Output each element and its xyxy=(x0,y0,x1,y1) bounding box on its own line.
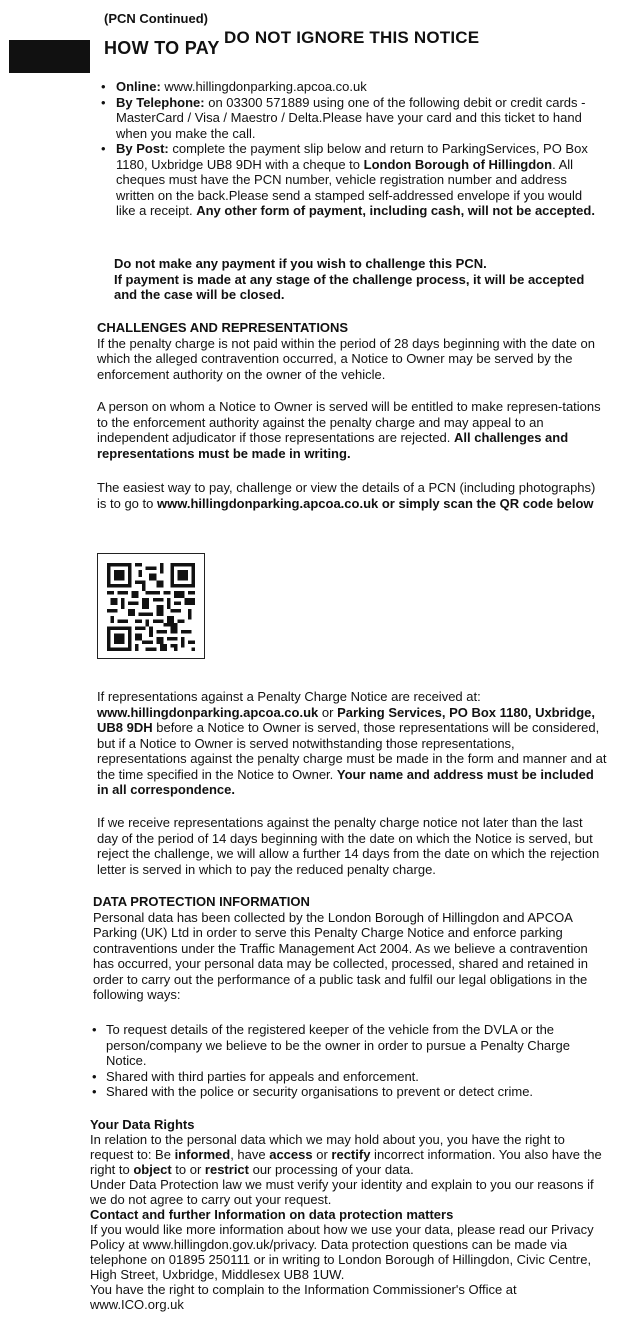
pcn-continued-label: (PCN Continued) xyxy=(104,11,208,26)
how-to-pay-heading: HOW TO PAY xyxy=(104,38,220,58)
data-protection-section xyxy=(93,894,608,1003)
do-not-ignore-heading: DO NOT IGNORE THIS NOTICE xyxy=(224,28,480,47)
representations-para-2: If we receive representations against the penalty charge notice not later than the last day of the period of 14 days beginning with the date on which the Notice is served, but reject the challenge, we will allow a further 14 days from the date on which the rejection letter is served in which to pay the reduced penalty charge. xyxy=(97,815,600,877)
ico-text: You have the right to complain to the Information Commissioner's Office at www.ICO.org.uk xyxy=(90,1282,517,1312)
redaction-block xyxy=(9,40,90,73)
payment-telephone: • By Telephone: on 03300 571889 using one of the following debit or credit cards - MasterCard / Visa / Maestro / Delta.Please have your card and this ticket to hand when you make the call. xyxy=(100,95,600,142)
challenges-section xyxy=(97,320,607,382)
challenges-heading: CHALLENGES AND REPRESENTATIONS xyxy=(97,320,349,335)
data-protection-heading: DATA PROTECTION INFORMATION xyxy=(93,894,310,909)
challenges-para-2: A person on whom a Notice to Owner is served will be entitled to make represen-tations to the enforcement authority against the penalty charge and may appeal to an independent adjudicator if those representations are rejected. All challenges and representations must be made in writing. xyxy=(97,399,601,461)
online-url: www.hillingdonparking.apcoa.co.uk xyxy=(160,79,367,94)
list-item: • To request details of the registered keeper of the vehicle from the DVLA or the person/company we believe to be the owner in order to pursue a Penalty Charge Notice. xyxy=(92,1022,604,1069)
contact-text: If you would like more information about how we use your data, please read our Privacy Policy at www.hillingdon.gov.uk/privacy. Data protection questions can be made via telephone on 01895 250111 or in writing to London Borough of Hillingdon, Civic Centre, High Street, Uxbridge, Middlesex UB8 1UW. xyxy=(90,1222,594,1282)
representations-para-1: If representations against a Penalty Charge Notice are received at: www.hillingdonparking.apcoa.co.uk or Parking Services, PO Box 1180, Uxbridge, UB8 9DH before a Notice to Owner is served, those representations will be considered, but if a Notice to Owner is served notwithstanding those representations, representations against the penalty charge must be made in the form and manner and at the time specified in the Notice to Owner. Your name and address must be included in all correspondence. xyxy=(97,689,607,797)
challenge-warning: Do not make any payment if you wish to challenge this PCN. If payment is made at any stage of the challenge process, it will be accepted and the case will be closed. xyxy=(114,256,585,302)
data-rights-heading: Your Data Rights xyxy=(90,1117,195,1132)
payment-online: • Online: www.hillingdonparking.apcoa.co.uk xyxy=(100,79,600,95)
data-rights-section xyxy=(90,1117,605,1312)
payment-methods-list xyxy=(100,79,600,219)
qr-code-graphic xyxy=(107,563,195,651)
data-protection-para: Personal data has been collected by the London Borough of Hillingdon and APCOA Parking (UK) Ltd in order to serve this Penalty Charge Notice and enforce parking contraventions under the Traffic Management Act 2004. As we believe a contravention has occurred, your personal data may be collected, processed, shared and retained in order to carry out the performance of a public task and fulfil our legal obligations in the following ways: xyxy=(93,909,589,1002)
data-rights-para-1: In relation to the personal data which we may hold about you, you have the right to request to: Be informed, have access or rectify incorrect information. You also have the right to object to or restrict our processing of your data. xyxy=(90,1132,602,1177)
reps-website: www.hillingdonparking.apcoa.co.uk xyxy=(97,704,319,720)
payment-post: • By Post: complete the payment slip below and return to ParkingServices, PO Box 1180, Uxbridge UB8 9DH with a cheque to London Borough of Hillingdon. All cheques must have the PCN number, vehicle registration number and address written on the back.Please send a stamped self-addressed envelope if you would like a receipt. Any other form of payment, including cash, will not be accepted. xyxy=(100,141,600,219)
list-item: • Shared with third parties for appeals and enforcement. xyxy=(92,1069,604,1085)
challenges-para-1: If the penalty charge is not paid within the period of 28 days beginning with the date on which the alleged contravention occurred, a Notice to Owner may be served by the enforcement authority on the owner of the vehicle. xyxy=(97,335,595,382)
qr-code-icon[interactable] xyxy=(97,553,205,659)
challenges-para-3: The easiest way to pay, challenge or view the details of a PCN (including photographs) is to go to www.hillingdonparking.apcoa.co.uk or simply scan the QR code below xyxy=(97,480,596,511)
list-item: • Shared with the police or security organisations to prevent or detect crime. xyxy=(92,1084,604,1100)
data-rights-para-2: Under Data Protection law we must verify your identity and explain to you our reasons if we do not agree to carry out your request. xyxy=(90,1177,594,1207)
data-protection-list xyxy=(92,1022,604,1100)
reps-address: Parking Services, PO Box 1180, Uxbridge, UB8 9DH xyxy=(97,704,596,735)
contact-heading: Contact and further Information on data protection matters xyxy=(90,1207,454,1222)
